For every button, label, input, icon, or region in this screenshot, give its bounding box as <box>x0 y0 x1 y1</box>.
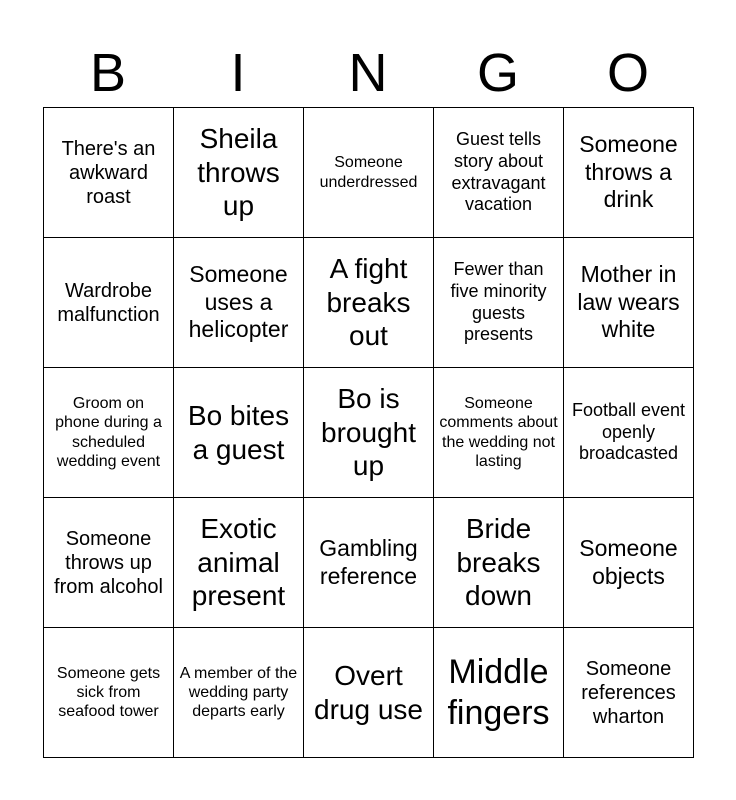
cell-text: Sheila throws up <box>197 123 280 222</box>
bingo-cell[interactable] <box>174 628 304 758</box>
bingo-cell[interactable] <box>434 368 564 498</box>
cell-text: Someone comments about the wedding not lasting <box>439 395 558 470</box>
cell-text: Bride breaks down <box>456 513 541 612</box>
cell-text: There's an awkward roast <box>61 137 156 208</box>
bingo-cell[interactable] <box>304 108 434 238</box>
header-letter-i: I <box>230 43 246 103</box>
cell-text: Someone underdressed <box>319 154 418 191</box>
bingo-cell[interactable] <box>44 368 174 498</box>
bingo-cell[interactable] <box>304 238 434 368</box>
cell-text: Gambling reference <box>319 534 418 589</box>
bingo-cell[interactable] <box>304 498 434 628</box>
header-letter-b: B <box>89 43 127 103</box>
bingo-cell[interactable] <box>174 368 304 498</box>
cell-text: Someone gets sick from seafood tower <box>56 664 161 721</box>
bingo-cell[interactable] <box>44 628 174 758</box>
cell-text: Someone objects <box>579 534 678 589</box>
bingo-cell[interactable] <box>564 368 694 498</box>
header-letter-g: G <box>476 43 519 103</box>
cell-text: Someone references wharton <box>581 657 676 728</box>
cell-text: Overt drug use <box>314 659 423 725</box>
bingo-cell[interactable] <box>44 238 174 368</box>
cell-text: Someone uses a helicopter <box>188 261 289 343</box>
bingo-cell[interactable] <box>304 368 434 498</box>
bingo-board <box>43 107 694 758</box>
bingo-cell[interactable] <box>434 108 564 238</box>
bingo-cell[interactable] <box>434 238 564 368</box>
cell-text: A member of the wedding party departs early <box>179 664 298 721</box>
bingo-cell[interactable] <box>434 498 564 628</box>
cell-text: Mother in law wears white <box>577 261 680 343</box>
bingo-cell[interactable] <box>44 498 174 628</box>
header-letter-o: O <box>606 43 649 103</box>
cell-text: Someone throws a drink <box>579 131 678 213</box>
cell-text: Exotic animal present <box>191 513 286 612</box>
bingo-cell[interactable] <box>564 498 694 628</box>
cell-text: Bo bites a guest <box>187 399 290 465</box>
header-letter-n: N <box>348 43 388 103</box>
bingo-cell[interactable] <box>434 628 564 758</box>
cell-text: Football event openly broadcasted <box>571 400 686 464</box>
cell-text: Middle fingers <box>447 652 550 732</box>
cell-text: Bo is brought up <box>321 383 416 482</box>
cell-text: Guest tells story about extravagant vacation <box>451 129 546 215</box>
bingo-cell[interactable] <box>174 108 304 238</box>
cell-text: Groom on phone during a scheduled wedding event <box>55 395 162 470</box>
bingo-cell[interactable] <box>44 108 174 238</box>
bingo-cell[interactable] <box>304 628 434 758</box>
cell-text: Fewer than five minority guests presents <box>450 259 547 345</box>
cell-text: A fight breaks out <box>326 253 411 352</box>
cell-text: Wardrobe malfunction <box>57 279 160 326</box>
bingo-cell[interactable] <box>564 628 694 758</box>
cell-text: Someone throws up from alcohol <box>54 527 163 598</box>
bingo-cell[interactable] <box>564 108 694 238</box>
bingo-cell[interactable] <box>564 238 694 368</box>
bingo-header <box>43 40 693 106</box>
bingo-cell[interactable] <box>174 498 304 628</box>
bingo-cell[interactable] <box>174 238 304 368</box>
